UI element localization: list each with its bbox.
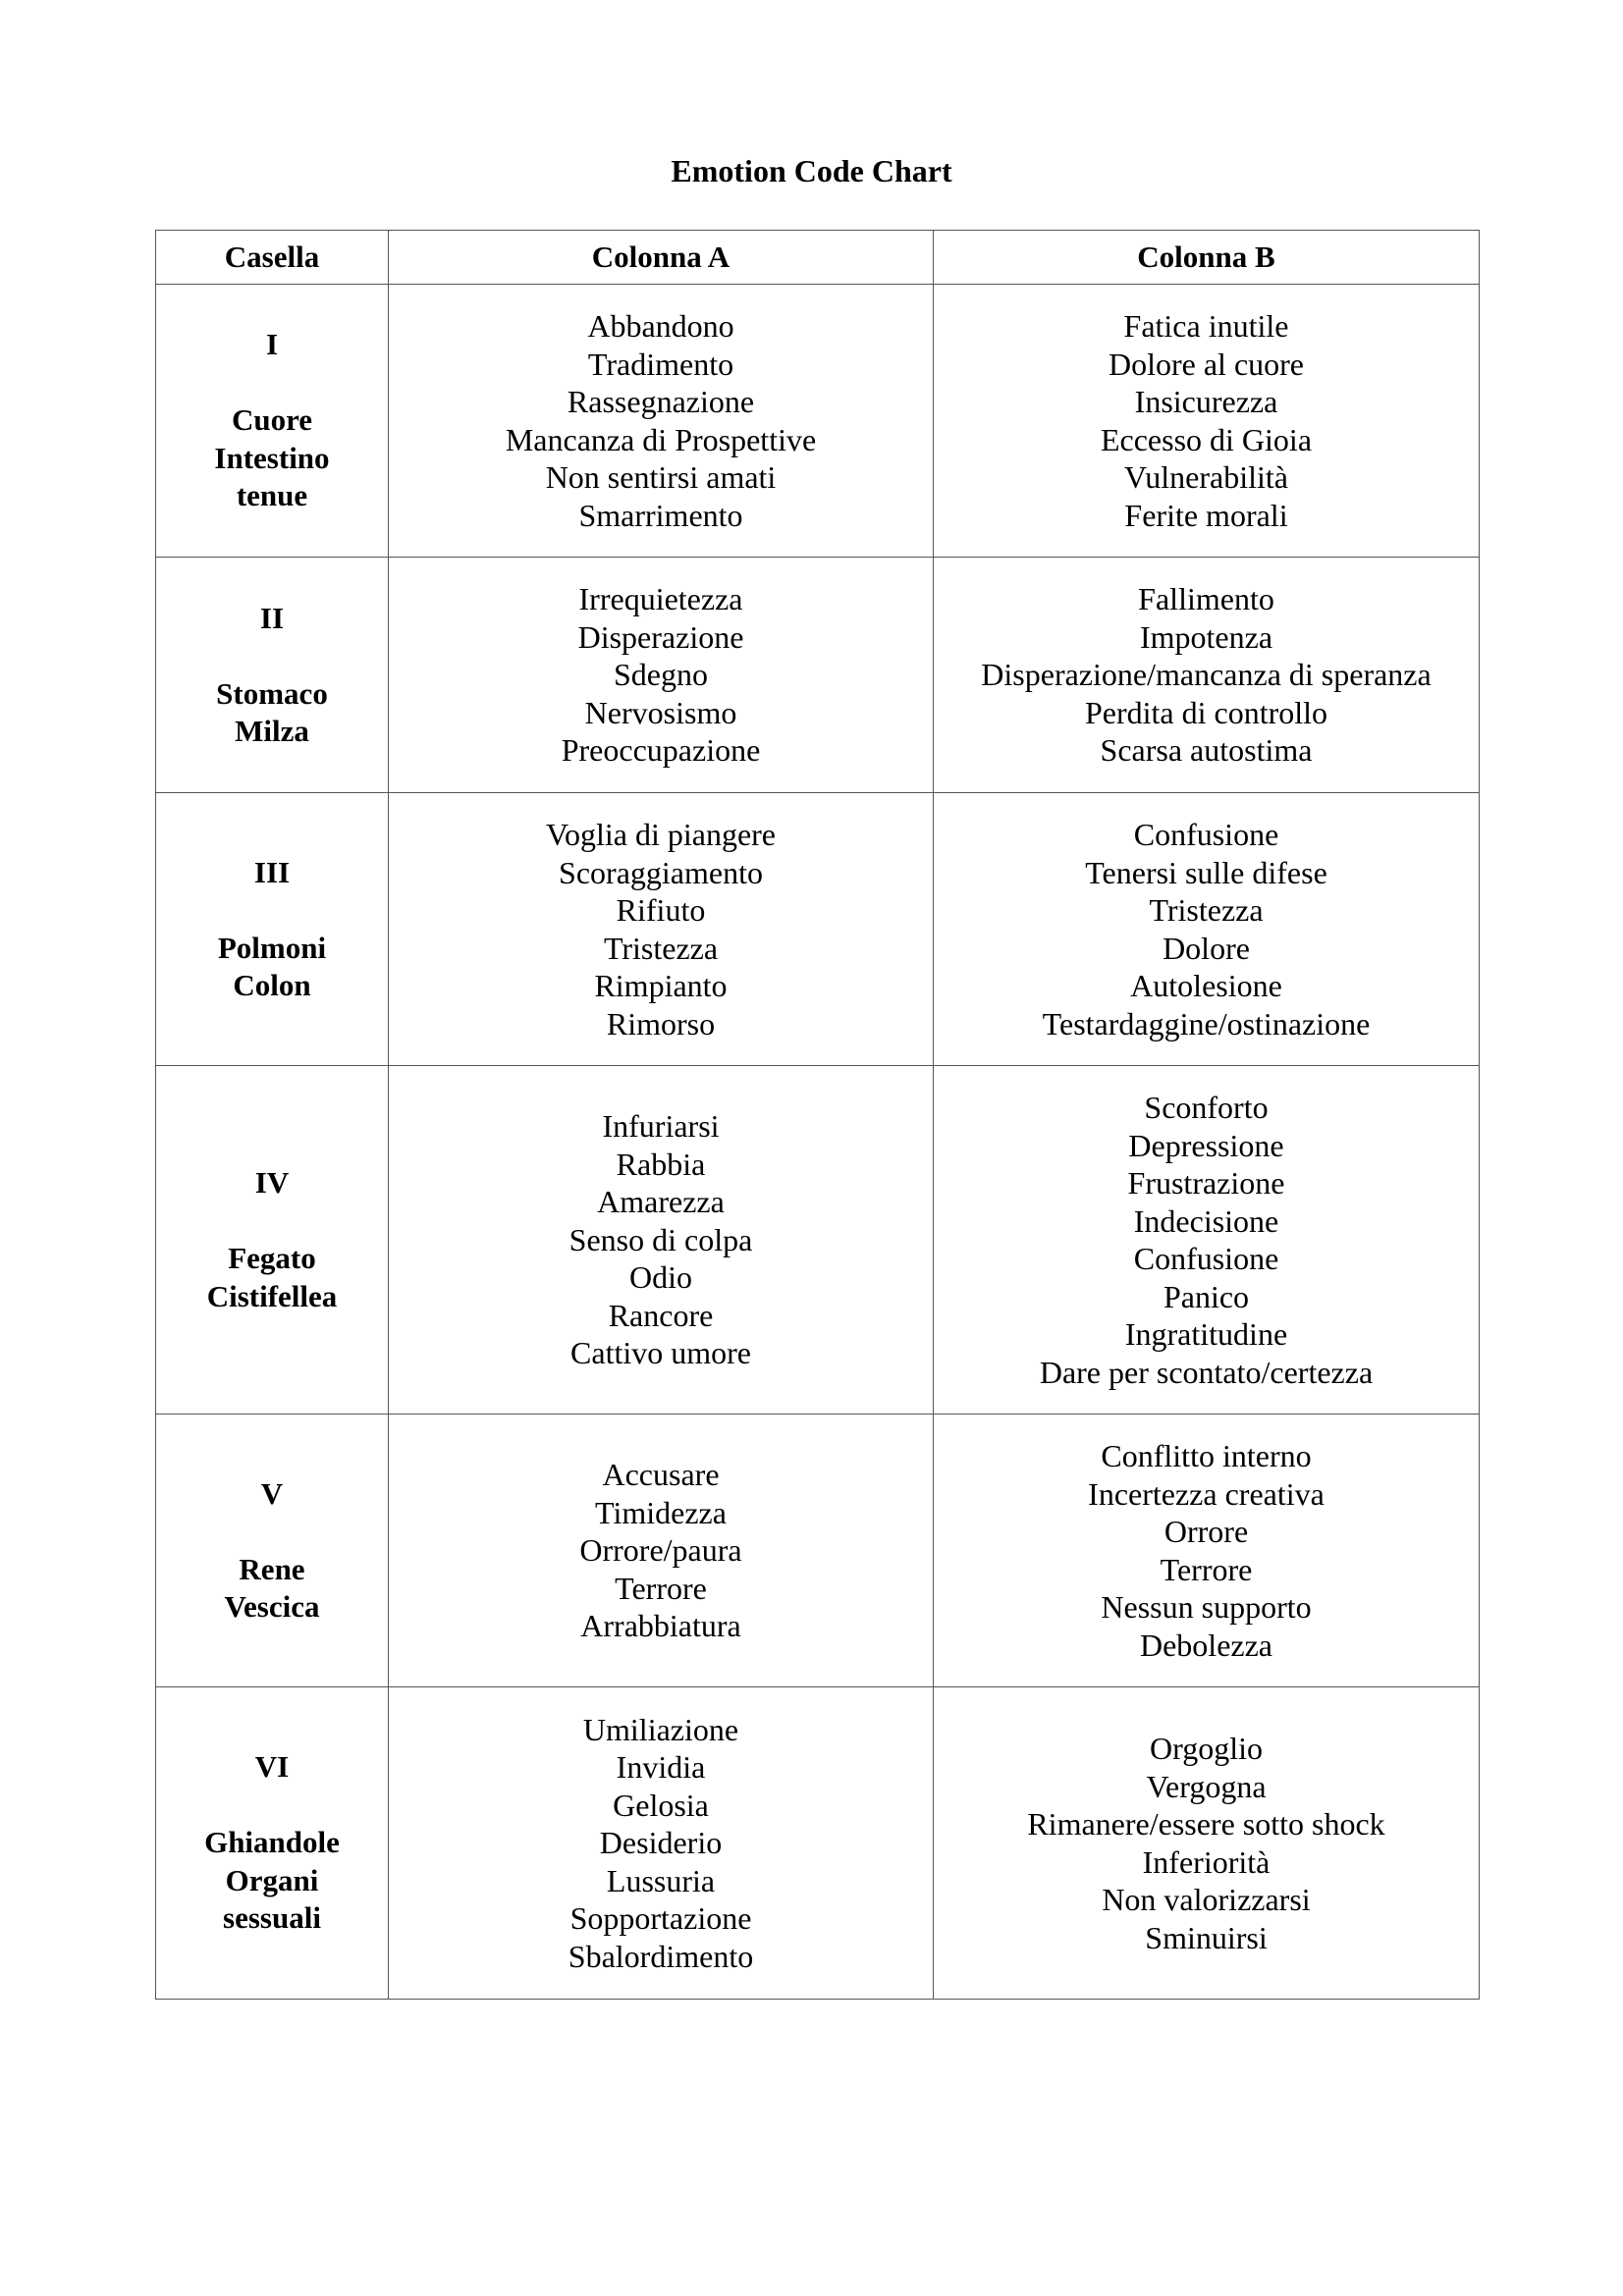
- table-row: [156, 1687, 1480, 2000]
- page-title: Emotion Code Chart: [671, 153, 952, 188]
- emotion-item: Scarsa autostima: [1100, 732, 1313, 769]
- emotion-item: Preoccupazione: [561, 732, 761, 769]
- emotion-item: Perdita di controllo: [1084, 694, 1328, 730]
- emotion-item: Timidezza: [595, 1494, 727, 1530]
- emotion-item: Nessun supporto: [1101, 1589, 1312, 1625]
- emotion-item: Inferiorità: [1142, 1843, 1271, 1880]
- casella-numeral: V: [260, 1475, 284, 1511]
- emotion-item: Autolesione: [1130, 968, 1282, 1003]
- organ-label: Vescica: [224, 1589, 320, 1624]
- emotion-item: Fallimento: [1138, 581, 1274, 617]
- organ-label: sessuali: [223, 1900, 321, 1936]
- emotion-item: Rabbia: [616, 1146, 706, 1182]
- emotion-item: Tenersi sulle difese: [1085, 854, 1327, 890]
- colonna-a-cell: [389, 1415, 934, 1687]
- emotion-item: Conflitto interno: [1101, 1438, 1312, 1473]
- emotion-item: Tristezza: [1149, 892, 1264, 928]
- emotion-item: Confusione: [1133, 1241, 1279, 1276]
- emotion-item: Rassegnazione: [567, 384, 755, 419]
- colonna-a-cell: [389, 285, 934, 558]
- emotion-item: Non valorizzarsi: [1102, 1882, 1311, 1917]
- emotion-item: Irrequietezza: [578, 581, 743, 617]
- emotion-item: Gelosia: [613, 1787, 709, 1823]
- organ-label: Cistifellea: [206, 1278, 338, 1313]
- emotion-item: Tristezza: [603, 930, 719, 966]
- organ-label: Rene: [239, 1551, 305, 1586]
- emotion-item: Panico: [1163, 1278, 1250, 1314]
- emotion-item: Rimorso: [606, 1005, 716, 1041]
- emotion-item: Debolezza: [1139, 1627, 1272, 1663]
- emotion-item: Non sentirsi amati: [545, 459, 777, 495]
- emotion-item: Desiderio: [599, 1825, 723, 1861]
- emotion-item: Confusione: [1133, 817, 1279, 852]
- emotion-item: Testardaggine/ostinazione: [1042, 1005, 1371, 1041]
- emotion-item: Incertezza creativa: [1088, 1475, 1325, 1512]
- casella-cell: [156, 1687, 389, 2000]
- emotion-item: Depressione: [1128, 1127, 1284, 1163]
- emotion-item: Orrore/paura: [579, 1532, 742, 1569]
- emotion-item: Indecisione: [1133, 1202, 1279, 1239]
- emotion-item: Voglia di piangere: [545, 817, 776, 852]
- emotion-item: Disperazione: [577, 618, 744, 655]
- emotion-item: Dolore al cuore: [1108, 346, 1304, 382]
- emotion-item: Ferite morali: [1124, 497, 1288, 533]
- casella-cell: [156, 285, 389, 558]
- casella-cell: [156, 793, 389, 1066]
- casella-numeral: III: [253, 854, 291, 889]
- casella-cell: [156, 558, 389, 793]
- colonna-a-cell: [389, 558, 934, 793]
- emotion-item: Infuriarsi: [602, 1108, 720, 1145]
- emotion-item: Terrore: [1160, 1551, 1253, 1587]
- organ-label: Milza: [235, 714, 309, 748]
- casella-numeral: VI: [254, 1749, 290, 1785]
- organ-label: Intestino: [214, 440, 330, 475]
- colonna-b-cell: [934, 1415, 1480, 1687]
- organ-label: Fegato: [228, 1241, 316, 1275]
- emotion-item: Sminuirsi: [1145, 1919, 1268, 1955]
- emotion-item: Insicurezza: [1134, 384, 1278, 419]
- emotion-item: Lussuria: [606, 1862, 716, 1898]
- emotion-item: Rifiuto: [616, 892, 706, 928]
- organ-label: Ghiandole: [204, 1825, 340, 1860]
- casella-numeral: IV: [254, 1165, 290, 1200]
- emotion-item: Fatica inutile: [1123, 308, 1289, 344]
- colonna-b-cell: [934, 1687, 1480, 2000]
- emotion-item: Eccesso di Gioia: [1100, 421, 1313, 457]
- table-row: [156, 1066, 1480, 1415]
- emotion-item: Sbalordimento: [568, 1938, 754, 1974]
- organ-label: Cuore: [231, 402, 313, 438]
- casella-numeral: I: [265, 327, 279, 362]
- colonna-a-cell: [389, 793, 934, 1066]
- table-row: [156, 558, 1480, 793]
- emotion-item: Odio: [629, 1259, 692, 1296]
- emotion-item: Dolore: [1163, 930, 1250, 966]
- emotion-item: Ingratitudine: [1124, 1316, 1288, 1352]
- organ-label: Organi: [225, 1862, 319, 1897]
- table-row: [156, 793, 1480, 1066]
- emotion-item: Dare per scontato/certezza: [1039, 1354, 1374, 1390]
- casella-cell: [156, 1066, 389, 1415]
- emotion-item: Amarezza: [597, 1184, 725, 1220]
- organ-label: Polmoni: [217, 930, 327, 965]
- emotion-item: Orrore: [1163, 1514, 1249, 1549]
- emotion-item: Abbandono: [587, 308, 734, 344]
- emotion-item: Frustrazione: [1127, 1165, 1285, 1201]
- emotion-item: Smarrimento: [578, 497, 743, 533]
- colonna-b-cell: [934, 558, 1480, 793]
- header-colonna-a: Colonna A: [389, 231, 934, 285]
- emotion-item: Impotenza: [1139, 618, 1273, 655]
- emotion-item: Disperazione/mancanza di speranza: [981, 657, 1432, 693]
- emotion-item: Arrabbiatura: [580, 1608, 741, 1644]
- emotion-item: Cattivo umore: [570, 1335, 751, 1371]
- colonna-b-cell: [934, 793, 1480, 1066]
- colonna-a-cell: [389, 1687, 934, 2000]
- emotion-item: Vulnerabilità: [1124, 459, 1288, 495]
- organ-label: tenue: [236, 478, 308, 513]
- organ-label: Stomaco: [216, 675, 328, 711]
- colonna-a-cell: [389, 1066, 934, 1415]
- emotion-item: Accusare: [602, 1457, 720, 1493]
- emotion-item: Terrore: [615, 1570, 707, 1606]
- organ-label: Colon: [233, 968, 311, 1002]
- emotion-item: Rimanere/essere sotto shock: [1027, 1806, 1385, 1842]
- table-header-row: [156, 231, 1480, 285]
- emotion-item: Invidia: [616, 1749, 706, 1786]
- colonna-b-cell: [934, 1066, 1480, 1415]
- header-casella: Casella: [156, 231, 389, 285]
- emotion-item: Tradimento: [587, 346, 734, 382]
- table-body: [156, 285, 1480, 2000]
- emotion-item: Sconforto: [1144, 1090, 1269, 1125]
- emotion-item: Rancore: [608, 1297, 714, 1333]
- casella-numeral: II: [259, 600, 285, 635]
- emotion-item: Vergogna: [1146, 1768, 1267, 1804]
- emotion-item: Orgoglio: [1150, 1731, 1263, 1766]
- emotion-code-table: [155, 230, 1480, 2000]
- table-row: [156, 1415, 1480, 1687]
- header-colonna-b: Colonna B: [934, 231, 1480, 285]
- casella-cell: [156, 1415, 389, 1687]
- table-row: [156, 285, 1480, 558]
- emotion-item: Senso di colpa: [568, 1221, 753, 1257]
- colonna-b-cell: [934, 285, 1480, 558]
- emotion-item: Nervosismo: [584, 694, 737, 730]
- emotion-item: Umiliazione: [582, 1711, 739, 1747]
- emotion-item: Sdegno: [614, 657, 708, 693]
- emotion-item: Rimpianto: [594, 968, 728, 1003]
- emotion-item: Mancanza di Prospettive: [505, 421, 817, 457]
- emotion-item: Sopportazione: [569, 1900, 752, 1937]
- emotion-item: Scoraggiamento: [559, 854, 763, 890]
